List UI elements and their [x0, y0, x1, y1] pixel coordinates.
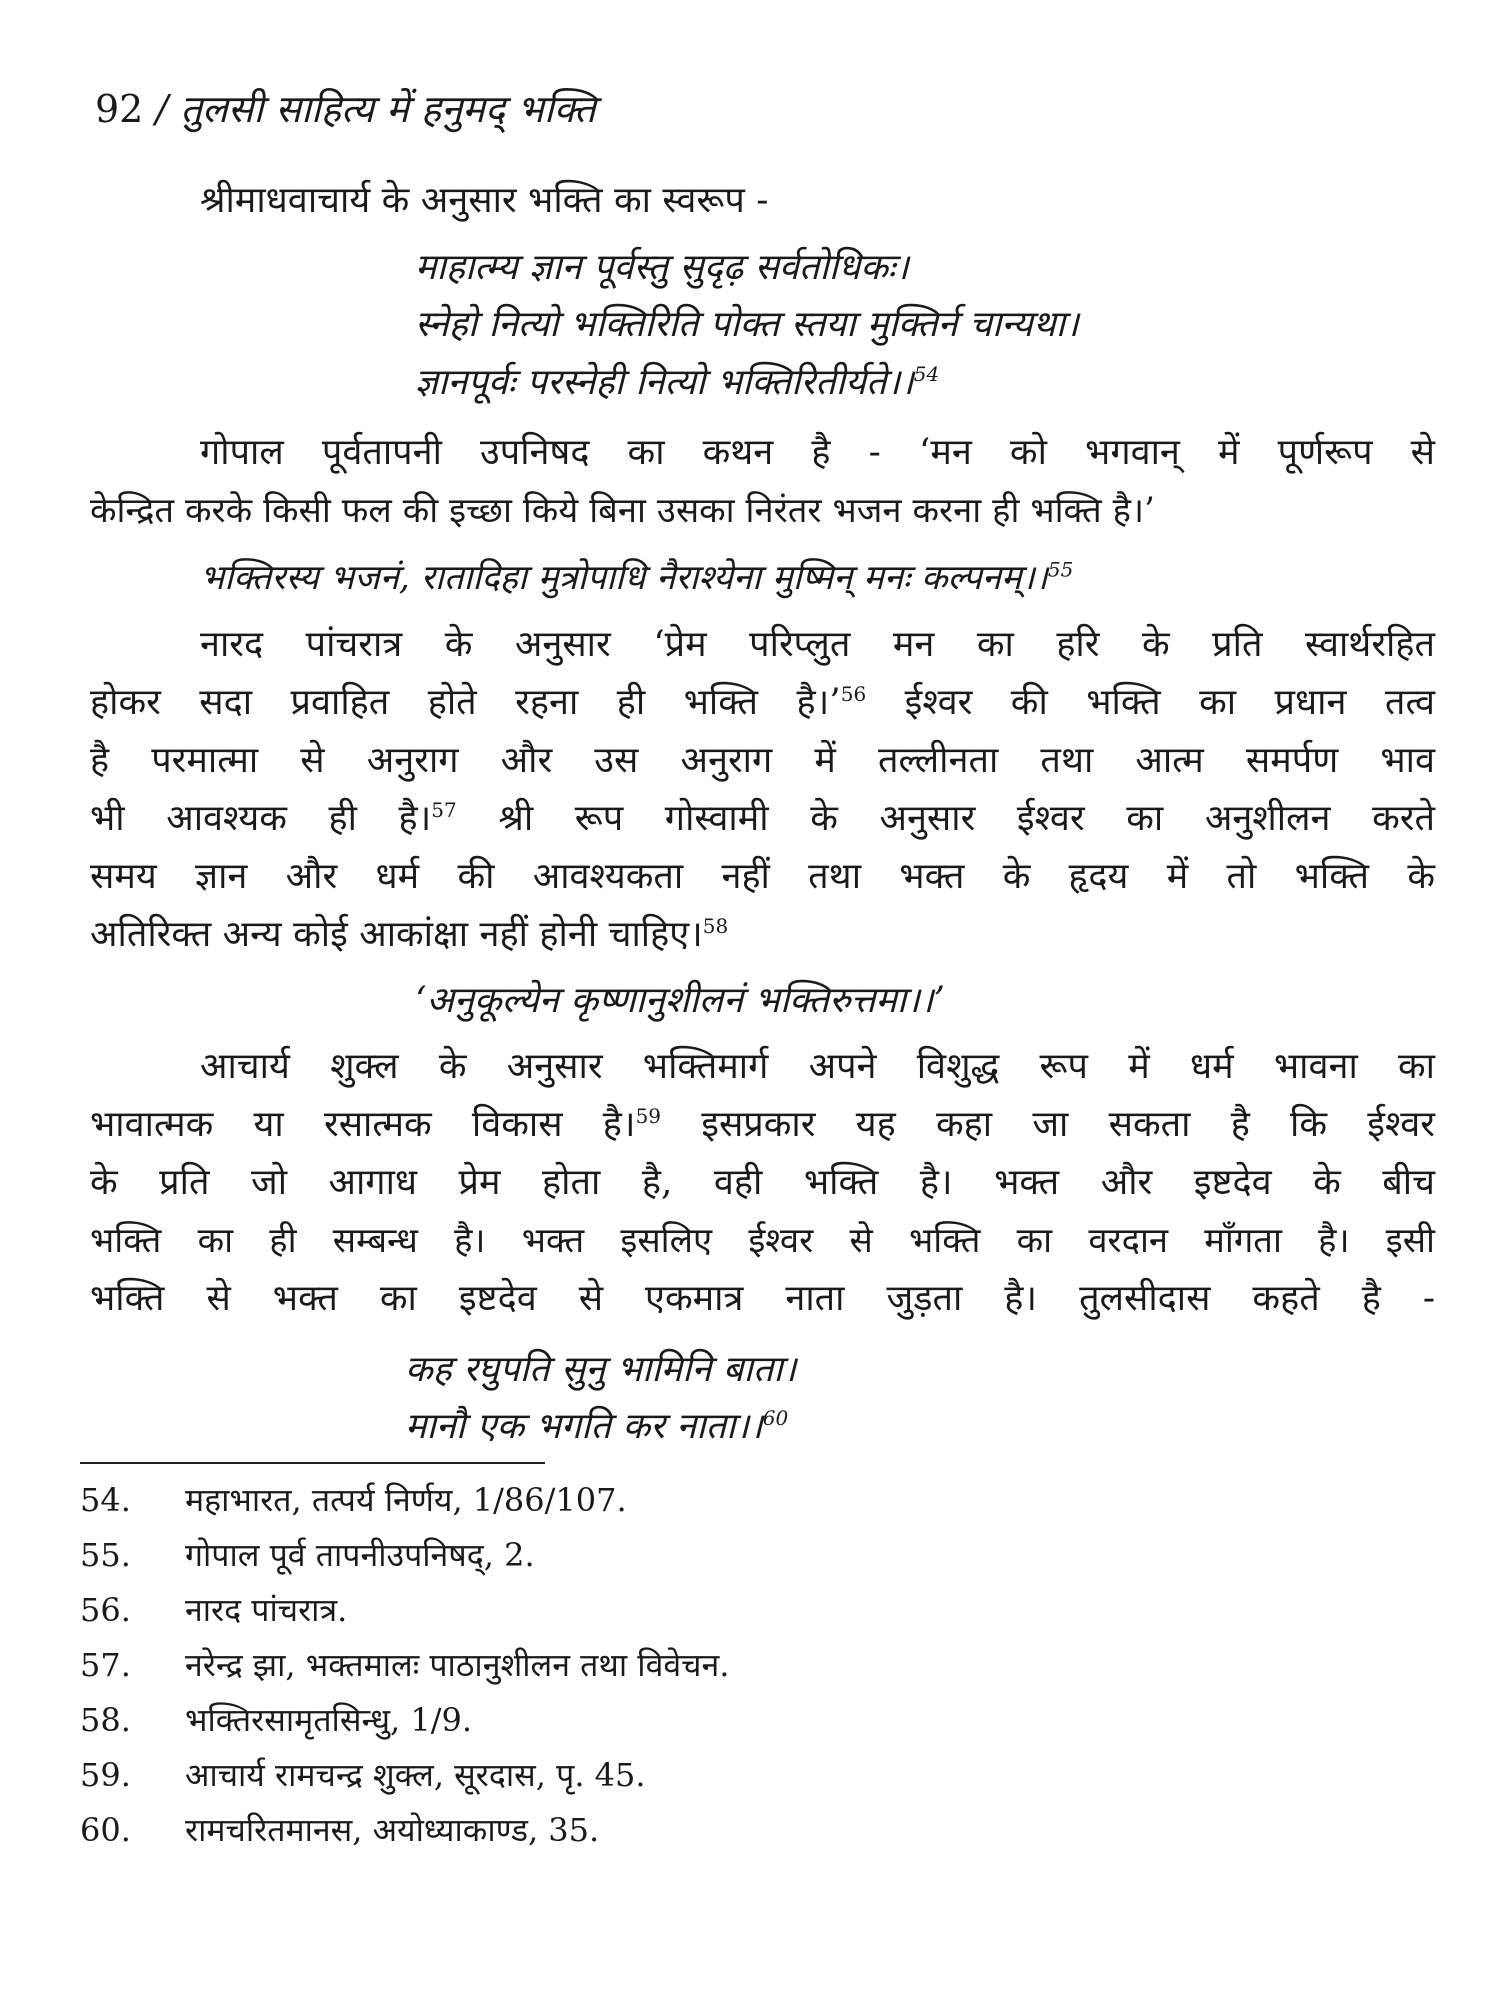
verse-4-line-1: कह रघुपति सुनु भामिनि बाता।	[405, 1349, 797, 1390]
para-3-line-4a: भी आवश्यक ही है।	[90, 798, 432, 839]
footnote-text: रामचरितमानस, अयोध्याकाण्ड, 35.	[185, 1811, 600, 1849]
verse-2	[200, 553, 1073, 603]
footnote-number: 60.	[80, 1811, 131, 1849]
para-3-line-1: नारद पांचरात्र के अनुसार ‘प्रेम परिप्लुत मन का हरि के प्रति स्वार्थरहित	[200, 624, 1435, 665]
para-2-line-1: गोपाल पूर्वतापनी उपनिषद का कथन है - ‘मन को भगवान् में पूर्णरूप से	[200, 432, 1435, 473]
footnote-ref-54: 54	[913, 362, 940, 386]
verse-3: ‘अनुकूल्येन कृष्णानुशीलनं भक्तिरुत्तमा।।’	[415, 980, 945, 1021]
para-3-line-4	[90, 794, 1435, 844]
para-3-line-6	[90, 910, 1435, 960]
para-1-intro: श्रीमाधवाचार्य के अनुसार भक्ति का स्वरूप -	[200, 180, 769, 221]
verse-4-line-2-text: मानौ एक भगति कर नाता।।	[405, 1406, 763, 1447]
footnote-ref-57: 57	[431, 798, 457, 822]
page-number: 92	[95, 87, 144, 131]
footnote-56	[80, 1588, 347, 1632]
footnote-ref-59: 59	[635, 1104, 662, 1128]
footnote-ref-56: 56	[840, 682, 867, 706]
running-header	[95, 82, 596, 134]
para-4-line-1: आचार्य शुक्ल के अनुसार भक्तिमार्ग अपने विशुद्ध रूप में धर्म भावना का	[200, 1046, 1435, 1087]
para-4-line-2a: भावात्मक या रसात्मक विकास है।	[90, 1104, 636, 1145]
para-4-line-2b: इसप्रकार यह कहा जा सकता है कि ईश्वर	[661, 1104, 1436, 1145]
footnote-text: नरेन्द्र झा, भक्तमालः पाठानुशीलन तथा विवेचन.	[185, 1646, 730, 1684]
footnote-59	[80, 1753, 646, 1797]
verse-2-text: भक्तिरस्य भजनं, रातादिहा मुत्रोपाधि नैराश्येना मुष्मिन् मनः कल्पनम्।।	[200, 558, 1048, 598]
footnote-number: 56.	[80, 1591, 131, 1629]
footnote-text: महाभारत, तत्पर्य निर्णय, 1/86/107.	[185, 1481, 627, 1519]
para-4-line-4: भक्ति का ही सम्बन्ध है। भक्त इसलिए ईश्वर से भक्ति का वरदान माँगता है। इसी	[90, 1221, 1435, 1261]
footnote-number: 57.	[80, 1646, 131, 1684]
footnote-54	[80, 1478, 627, 1522]
footnote-55	[80, 1533, 535, 1577]
footnote-number: 58.	[80, 1701, 131, 1739]
book-title: तुलसी साहित्य में हनुमद् भक्ति	[180, 87, 596, 131]
footnote-divider	[80, 1462, 545, 1464]
para-3-line-5: समय ज्ञान और धर्म की आवश्यकता नहीं तथा भक्त के हृदय में तो भक्ति के	[90, 856, 1435, 897]
para-4-line-5: भक्ति से भक्त का इष्टदेव से एकमात्र नाता जुड़ता है। तुलसीदास कहते है -	[90, 1278, 1435, 1319]
para-3-line-2a: होकर सदा प्रवाहित होते रहना ही भक्ति है।’	[90, 682, 841, 723]
verse-4-line-2	[405, 1402, 788, 1452]
footnote-text: भक्तिरसामृतसिन्धु, 1/9.	[185, 1701, 473, 1739]
footnote-number: 59.	[80, 1756, 131, 1794]
footnote-number: 55.	[80, 1536, 131, 1574]
footnote-ref-58: 58	[702, 914, 729, 938]
footnote-text: आचार्य रामचन्द्र शुक्ल, सूरदास, पृ. 45.	[185, 1756, 646, 1794]
verse-1-line-2: स्नेहो नित्यो भक्तिरिति पोक्त स्तया मुक्तिर्न चान्यथा।	[415, 304, 1079, 345]
footnote-60	[80, 1808, 599, 1852]
para-3-line-2b: ईश्वर की भक्ति का प्रधान तत्व	[866, 682, 1436, 723]
header-separator: /	[155, 87, 169, 131]
verse-1-line-3	[415, 358, 939, 408]
para-4-line-2	[90, 1100, 1435, 1150]
verse-1-line-1: माहात्म्य ज्ञान पूर्वस्तु सुदृढ़ सर्वतोधिकः।	[415, 247, 909, 288]
footnote-58	[80, 1698, 472, 1742]
para-3-line-3: है परमात्मा से अनुराग और उस अनुराग में तल्लीनता तथा आत्म समर्पण भाव	[90, 740, 1435, 781]
para-3-line-6a: अतिरिक्त अन्य कोई आकांक्षा नहीं होनी चाहिए।	[90, 914, 703, 955]
footnote-text: नारद पांचरात्र.	[185, 1591, 348, 1629]
footnote-number: 54.	[80, 1481, 131, 1519]
footnote-text: गोपाल पूर्व तापनीउपनिषद्, 2.	[185, 1536, 535, 1574]
verse-1-line-3-text: ज्ञानपूर्वः परस्नेही नित्यो भक्तिरितीर्यते।।	[415, 362, 914, 403]
para-4-line-3: के प्रति जो आगाध प्रेम होता है, वही भक्ति है। भक्त और इष्टदेव के बीच	[90, 1162, 1435, 1203]
para-3-line-4b: श्री रूप गोस्वामी के अनुसार ईश्वर का अनुशीलन करते	[456, 798, 1435, 839]
para-2-line-2: केन्द्रित करके किसी फल की इच्छा किये बिना उसका निरंतर भजन करना ही भक्ति है।’	[90, 491, 1156, 531]
footnote-ref-55: 55	[1047, 557, 1074, 582]
para-3-line-2	[90, 678, 1435, 728]
footnote-ref-60: 60	[762, 1406, 789, 1430]
footnote-57	[80, 1643, 729, 1687]
